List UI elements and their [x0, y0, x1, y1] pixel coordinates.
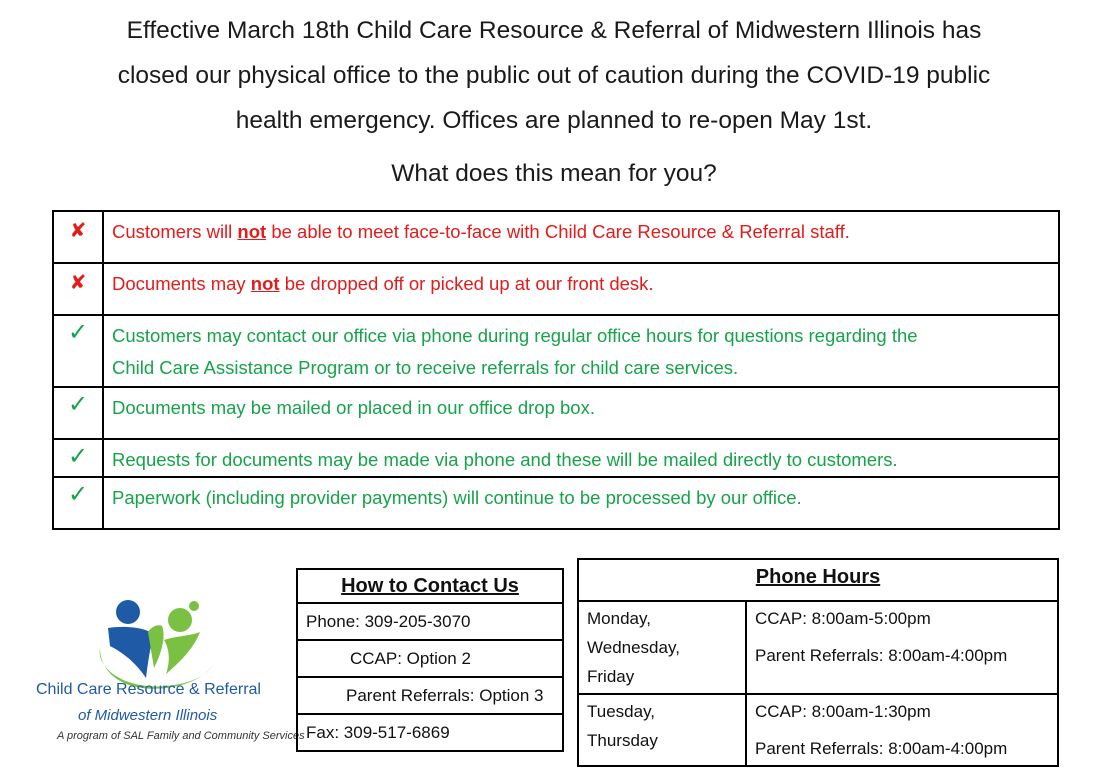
notice-row	[53, 477, 1059, 529]
phone-hours-title: Phone Hours	[578, 559, 1058, 601]
notice-row	[53, 387, 1059, 439]
notice-table	[52, 210, 1060, 530]
x-icon: ✘	[69, 220, 87, 242]
hours-days: Monday, Wednesday, Friday	[578, 601, 746, 694]
check-icon: ✓	[67, 443, 89, 470]
contact-parent-option: Parent Referrals: Option 3	[297, 677, 563, 714]
notice-row	[53, 315, 1059, 387]
notice-text: Documents may not be dropped off or picked up at our front desk.	[103, 263, 1059, 315]
notice-text: Paperwork (including provider payments) will continue to be processed by our office.	[103, 477, 1059, 529]
hours-row	[578, 601, 1058, 694]
notice-text: Documents may be mailed or placed in our office drop box.	[103, 387, 1059, 439]
hours-row	[578, 694, 1058, 766]
check-icon: ✓	[67, 391, 89, 418]
notice-text: Requests for documents may be made via phone and these will be mailed directly to customers.	[103, 439, 1059, 477]
intro-line: closed our physical office to the public out of caution during the COVID-19 public	[117, 62, 991, 89]
logo-name: Child Care Resource & Referral	[36, 681, 261, 698]
contact-title: How to Contact Us	[297, 569, 563, 603]
notice-row	[53, 439, 1059, 477]
contact-fax: Fax: 309-517-6869	[297, 714, 563, 751]
notice-text: Customers may contact our office via phone during regular office hours for questions regarding the Child Care Assistance Program or to receive referrals for child care services.	[103, 315, 1059, 387]
contact-ccap-option: CCAP: Option 2	[297, 640, 563, 677]
logo-subtitle: of Midwestern Illinois	[78, 707, 218, 724]
logo-body-blue	[108, 627, 154, 678]
x-icon: ✘	[69, 272, 87, 294]
hours-days: Tuesday, Thursday	[578, 694, 746, 766]
contact-table	[296, 568, 564, 752]
notice-text: Customers will not be able to meet face-to-face with Child Care Resource & Referral staff.	[103, 211, 1059, 263]
hours-times: CCAP: 8:00am-5:00pm Parent Referrals: 8:00am-4:00pm	[746, 601, 1058, 694]
logo-head-green	[168, 608, 192, 632]
contact-phone: Phone: 309-205-3070	[297, 603, 563, 640]
logo-head-blue	[116, 600, 140, 624]
question-heading: What does this mean for you?	[391, 160, 717, 187]
logo-body-green	[164, 632, 200, 674]
phone-hours-table	[577, 558, 1059, 767]
hours-times: CCAP: 8:00am-1:30pm Parent Referrals: 8:00am-4:00pm	[746, 694, 1058, 766]
check-icon: ✓	[67, 481, 89, 508]
notice-row	[53, 211, 1059, 263]
logo-bow	[189, 601, 199, 611]
check-icon: ✓	[67, 319, 89, 346]
notice-row	[53, 263, 1059, 315]
intro-paragraph	[20, 8, 1088, 143]
intro-line: Effective March 18th Child Care Resource & Referral of Midwestern Illinois has	[126, 17, 982, 44]
intro-line: health emergency. Offices are planned to re-open May 1st.	[235, 107, 873, 134]
logo-program-line: A program of SAL Family and Community Services	[57, 730, 305, 742]
